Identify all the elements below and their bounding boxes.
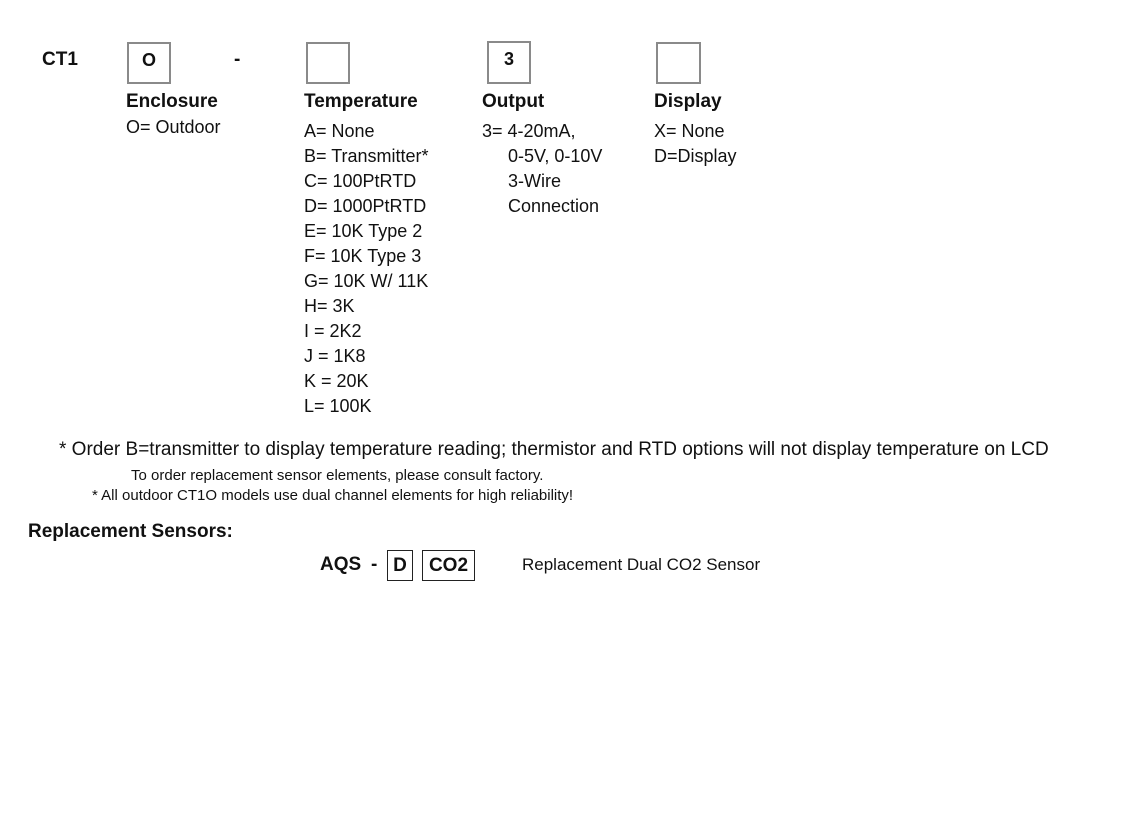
output-column xyxy=(482,91,602,219)
output-options xyxy=(482,119,602,219)
output-option: 3-Wire xyxy=(508,171,561,191)
replacement-description: Replacement Dual CO2 Sensor xyxy=(522,555,761,574)
enclosure-column xyxy=(126,91,221,140)
display-options xyxy=(654,119,737,169)
transmitter-note: * Order B=transmitter to display temperature reading; thermistor and RTD options will not display temperature on LCD xyxy=(59,439,1049,460)
temperature-column xyxy=(304,91,429,419)
temperature-option: A= None xyxy=(304,121,375,141)
temperature-option: D= 1000PtRTD xyxy=(304,196,427,216)
display-option: D=Display xyxy=(654,146,737,166)
temperature-option: B= Transmitter* xyxy=(304,146,429,166)
temperature-option: G= 10K W/ 11K xyxy=(304,271,429,291)
display-column xyxy=(654,91,737,169)
enclosure-options xyxy=(126,115,221,140)
replacement-sensors-heading: Replacement Sensors: xyxy=(28,521,233,542)
enclosure-title: Enclosure xyxy=(126,91,218,112)
temperature-code-box xyxy=(306,42,350,84)
replacement-elements-note: To order replacement sensor elements, please consult factory. xyxy=(131,467,544,484)
replacement-separator: - xyxy=(371,554,378,575)
dual-channel-note: * All outdoor CT1O models use dual channel elements for high reliability! xyxy=(92,487,574,504)
temperature-option: H= 3K xyxy=(304,296,355,316)
temperature-option: L= 100K xyxy=(304,396,372,416)
temperature-option: I = 2K2 xyxy=(304,321,362,341)
output-option: 0-5V, 0-10V xyxy=(508,146,603,166)
output-option: 3= 4-20mA, xyxy=(482,121,576,141)
temperature-option: C= 100PtRTD xyxy=(304,171,417,191)
enclosure-code-box: O xyxy=(127,42,171,84)
temperature-option: E= 10K Type 2 xyxy=(304,221,423,241)
output-title: Output xyxy=(482,91,545,112)
output-code-box: 3 xyxy=(487,41,531,84)
temperature-option: F= 10K Type 3 xyxy=(304,246,422,266)
replacement-model-prefix: AQS xyxy=(320,554,362,575)
temperature-option: K = 20K xyxy=(304,371,369,391)
display-code-box xyxy=(656,42,701,84)
output-option: Connection xyxy=(508,196,600,216)
replacement-box-co2: CO2 xyxy=(422,550,475,581)
replacement-box-d: D xyxy=(387,550,413,581)
temperature-options xyxy=(304,119,429,419)
display-option: X= None xyxy=(654,121,725,141)
display-title: Display xyxy=(654,91,722,112)
temperature-option: J = 1K8 xyxy=(304,346,366,366)
model-separator: - xyxy=(234,49,241,70)
enclosure-option: O= Outdoor xyxy=(126,117,221,137)
temperature-title: Temperature xyxy=(304,91,418,112)
model-prefix: CT1 xyxy=(42,49,78,70)
